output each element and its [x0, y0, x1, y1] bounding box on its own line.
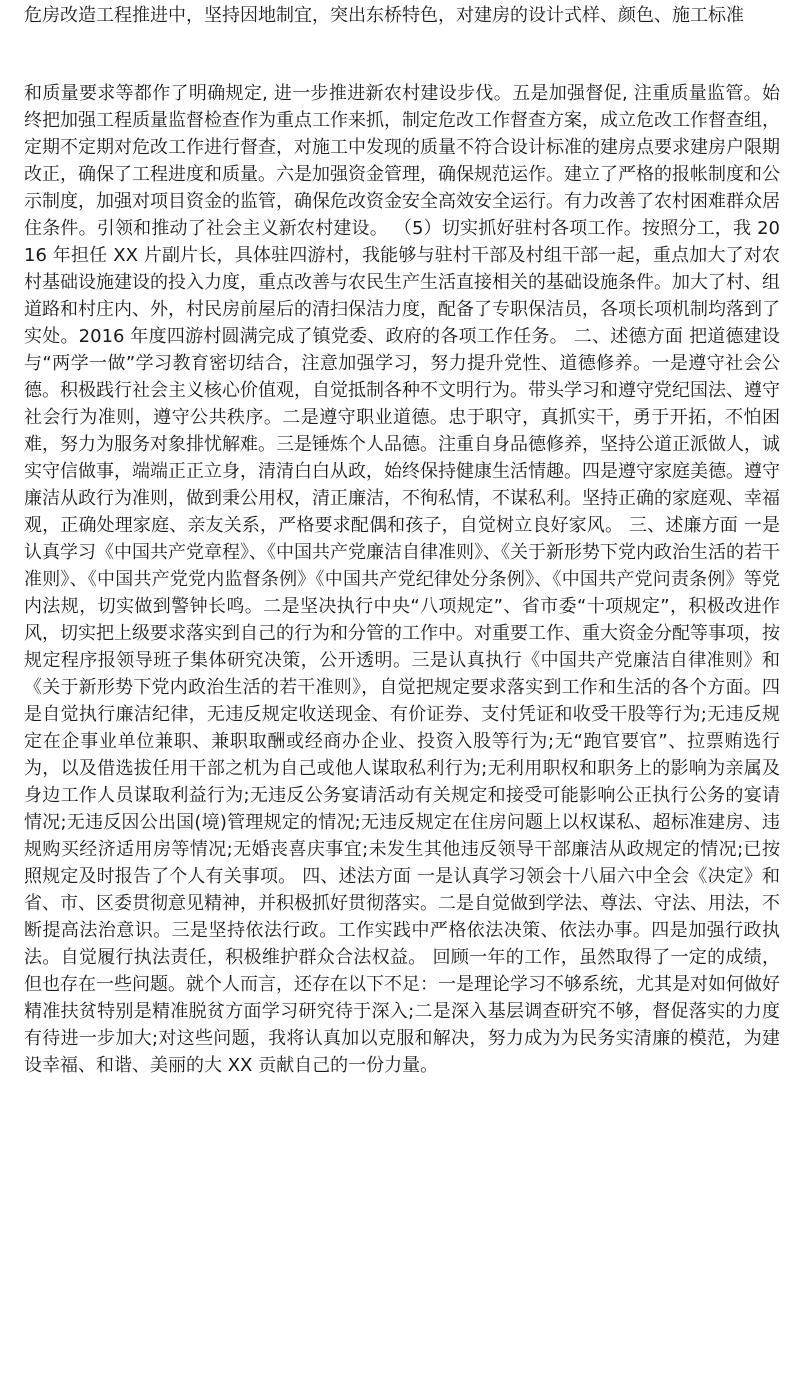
body-paragraph: 和质量要求等都作了明确规定, 进一步推进新农村建设步伐。五是加强督促, 注重质量监管。始终把加强工程质量监督检查作为重点工作来抓，制定危改工作督查方案，成立危改工作督查组，定期不定期对危改工作进行督查，对施工中发现的质量不符合设计标准的建房点要求建房户限期改正，确保了工程进度和质量。六是加强资金管理，确保规范运作。建立了严格的报帐制度和公示制度，加强对项目资金的监管，确保危改资金安全高效安全运行。有力改善了农村困难群众居住条件。引领和推动了社会主义新农村建设。 （5）切实抓好驻村各项工作。按照分工，我 2016 年担任 XX 片副片长，具体驻四游村，我能够与驻村干部及村组干部一起，重点加大了对农村基础设施建设的投入力度，重点改善与农民生产生活直接相关的基础设施条件。加大了村、组道路和村庄内、外，村民房前屋后的清扫保洁力度，配备了专职保洁员，各项长项机制均落到了实处。2016 年度四游村圆满完成了镇党委、政府的各项工作任务。 二、述德方面 把道德建设与“两学一做”学习教育密切结合，注意加强学习，努力提升党性、道德修养。一是遵守社会公德。积极践行社会主义核心价值观，自觉抵制各种不文明行为。带头学习和遵守党纪国法、遵守社会行为准则，遵守公共秩序。二是遵守职业道德。忠于职守，真抓实干，勇于开拓，不怕困难，努力为服务对象排忧解难。三是锤炼个人品德。注重自身品德修养，坚持公道正派做人，诚实守信做事，端端正正立身，清清白白从政，始终保持健康生活情趣。四是遵守家庭美德。遵守廉洁从政行为准则，做到秉公用权，清正廉洁，不徇私情，不谋私利。坚持正确的家庭观、幸福观，正确处理家庭、亲友关系，严格要求配偶和孩子，自觉树立良好家风。 三、述廉方面 一是认真学习《中国共产党章程》、《中国共产党廉洁自律准则》、《关于新形势下党内政治生活的若干准则》、《中国共产党党内监督条例》《中国共产党纪律处分条例》、《中国共产党问责条例》等党内法规，切实做到警钟长鸣。二是坚决执行中央“八项规定”、省市委“十项规定”，积极改进作风，切实把上级要求落实到自己的行为和分管的工作中。对重要工作、重大资金分配等事项，按规定程序报领导班子集体研究决策，公开透明。三是认真执行《中国共产党廉洁自律准则》和《关于新形势下党内政治生活的若干准则》，自觉把规定要求落实到工作和生活的各个方面。四是自觉执行廉洁纪律，无违反规定收送现金、有价证券、支付凭证和收受干股等行为;无违反规定在企事业单位兼职、兼职取酬或经商办企业、投资入股等行为;无“跑官要官”、拉票贿选行为，以及借选拔任用干部之机为自己或他人谋取私利行为;无利用职权和职务上的影响为亲属及身边工作人员谋取利益行为;无违反公务宴请活动有关规定和接受可能影响公正执行公务的宴请情况;无违反因公出国(境)管理规定的情况;无违反规定在住房问题上以权谋私、超标准建房、违规购买经济适用房等情况;无婚丧喜庆事宜;未发生其他违反领导干部廉洁从政规定的情况;已按照规定及时报告了个人有关事项。 四、述法方面 一是认真学习领会十八届六中全会《决定》和省、市、区委贯彻意见精神，并积极抓好贯彻落实。二是自觉做到学法、尊法、守法、用法，不断提高法治意识。三是坚持依法行政。工作实践中严格依法决策、依法办事。四是加强行政执法。自觉履行执法责任，积极维护群众合法权益。 回顾一年的工作，虽然取得了一定的成绩，但也存在一些问题。就个人而言，还存在以下不足：一是理论学习不够系统，尤其是对如何做好精准扶贫特别是精准脱贫方面学习研究待于深入;二是深入基层调查研究不够，督促落实的力度有待进一步加大;对这些问题，我将认真加以克服和解决，努力成为为民务实清廉的模范，为建设幸福、和谐、美丽的大 XX 贡献自己的一份力量。 — [24, 83, 780, 1076]
top-text-line: 危房改造工程推进中，坚持因地制宜，突出东桥特色，对建房的设计式样、颜色、施工标准 — [24, 5, 744, 26]
